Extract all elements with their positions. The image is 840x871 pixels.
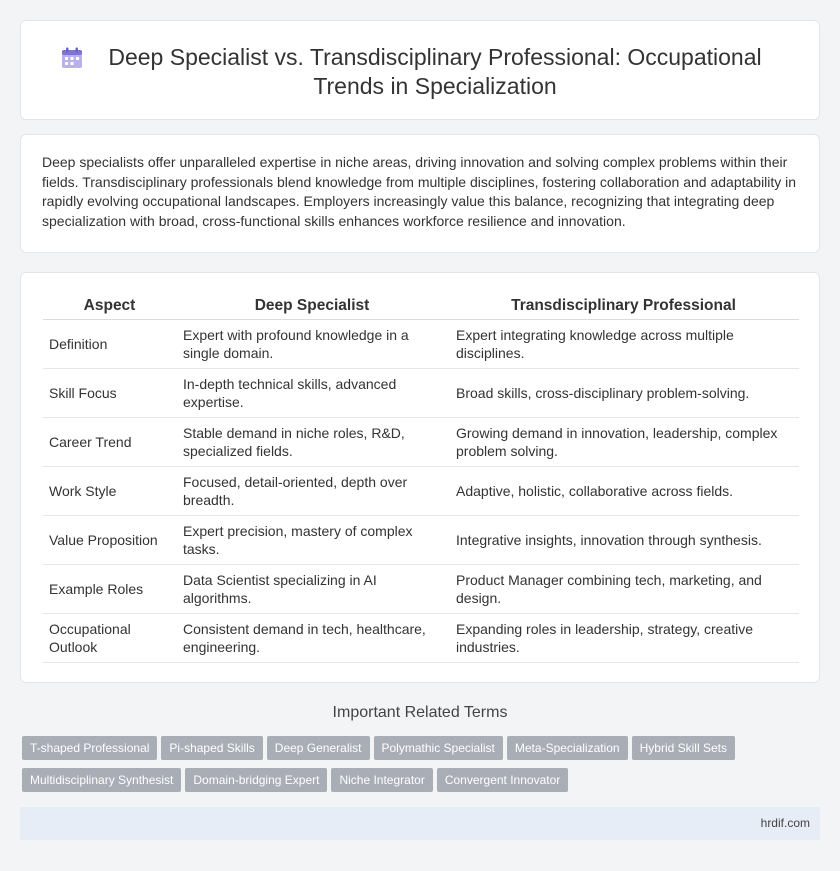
comparison-card [20,272,820,683]
table-row [43,320,799,369]
cell-deep-specialist: Focused, detail-oriented, depth over breadth. [176,467,448,516]
cell-deep-specialist: Expert precision, mastery of complex tasks. [176,516,448,565]
cell-deep-specialist: Expert with profound knowledge in a single domain. [176,320,448,369]
cell-aspect: Value Proposition [43,516,176,565]
comparison-table [43,293,799,663]
cell-aspect: Example Roles [43,565,176,614]
related-term-tag[interactable]: Hybrid Skill Sets [632,736,735,760]
footer-site-link[interactable]: hrdif.com [760,816,810,830]
related-terms-list [22,736,822,800]
related-term-tag[interactable]: Deep Generalist [267,736,370,760]
related-term-tag[interactable]: Niche Integrator [331,768,432,792]
related-term-tag[interactable]: Convergent Innovator [437,768,568,792]
cell-aspect: Skill Focus [43,369,176,418]
table-row [43,418,799,467]
cell-transdisciplinary: Product Manager combining tech, marketing, and design. [448,565,799,614]
intro-card [20,134,820,253]
cell-deep-specialist: Data Scientist specializing in AI algorithms. [176,565,448,614]
cell-transdisciplinary: Broad skills, cross-disciplinary problem-solving. [448,369,799,418]
column-header-deep-specialist: Deep Specialist [176,293,448,320]
cell-transdisciplinary: Expert integrating knowledge across multiple disciplines. [448,320,799,369]
intro-paragraph: Deep specialists offer unparalleled expertise in niche areas, driving innovation and solving complex problems within their fields. Transdisciplinary professionals blend knowledge from multiple disciplines, fostering collaboration and adaptability in rapidly evolving occupational landscapes. Employers increasingly value this balance, recognizing that integrating deep specialization with broad, cross-functional skills enhances workforce resilience and innovation. [42,154,797,229]
table-row [43,516,799,565]
table-row [43,467,799,516]
page-title: Deep Specialist vs. Transdisciplinary Professional: Occupational Trends in Specialization [108,44,762,99]
table-row [43,565,799,614]
table-row [43,369,799,418]
cell-transdisciplinary: Growing demand in innovation, leadership, complex problem solving. [448,418,799,467]
cell-transdisciplinary: Integrative insights, innovation through synthesis. [448,516,799,565]
cell-aspect: Definition [43,320,176,369]
related-term-tag[interactable]: Domain-bridging Expert [185,768,327,792]
table-row [43,614,799,663]
related-term-tag[interactable]: Polymathic Specialist [374,736,503,760]
related-term-tag[interactable]: T-shaped Professional [22,736,157,760]
related-term-tag[interactable]: Meta-Specialization [507,736,628,760]
column-header-aspect: Aspect [43,293,176,320]
column-header-transdisciplinary: Transdisciplinary Professional [448,293,799,320]
header-card [20,20,820,120]
related-terms-title: Important Related Terms [332,704,508,721]
cell-aspect: Career Trend [43,418,176,467]
cell-deep-specialist: Consistent demand in tech, healthcare, engineering. [176,614,448,663]
footer-bar [20,807,820,840]
cell-deep-specialist: In-depth technical skills, advanced expertise. [176,369,448,418]
table-header-row [43,293,799,320]
related-term-tag[interactable]: Pi-shaped Skills [161,736,262,760]
cell-deep-specialist: Stable demand in niche roles, R&D, specialized fields. [176,418,448,467]
related-term-tag[interactable]: Multidisciplinary Synthesist [22,768,181,792]
cell-transdisciplinary: Expanding roles in leadership, strategy, creative industries. [448,614,799,663]
cell-transdisciplinary: Adaptive, holistic, collaborative across fields. [448,467,799,516]
cell-aspect: Work Style [43,467,176,516]
cell-aspect: Occupational Outlook [43,614,176,663]
